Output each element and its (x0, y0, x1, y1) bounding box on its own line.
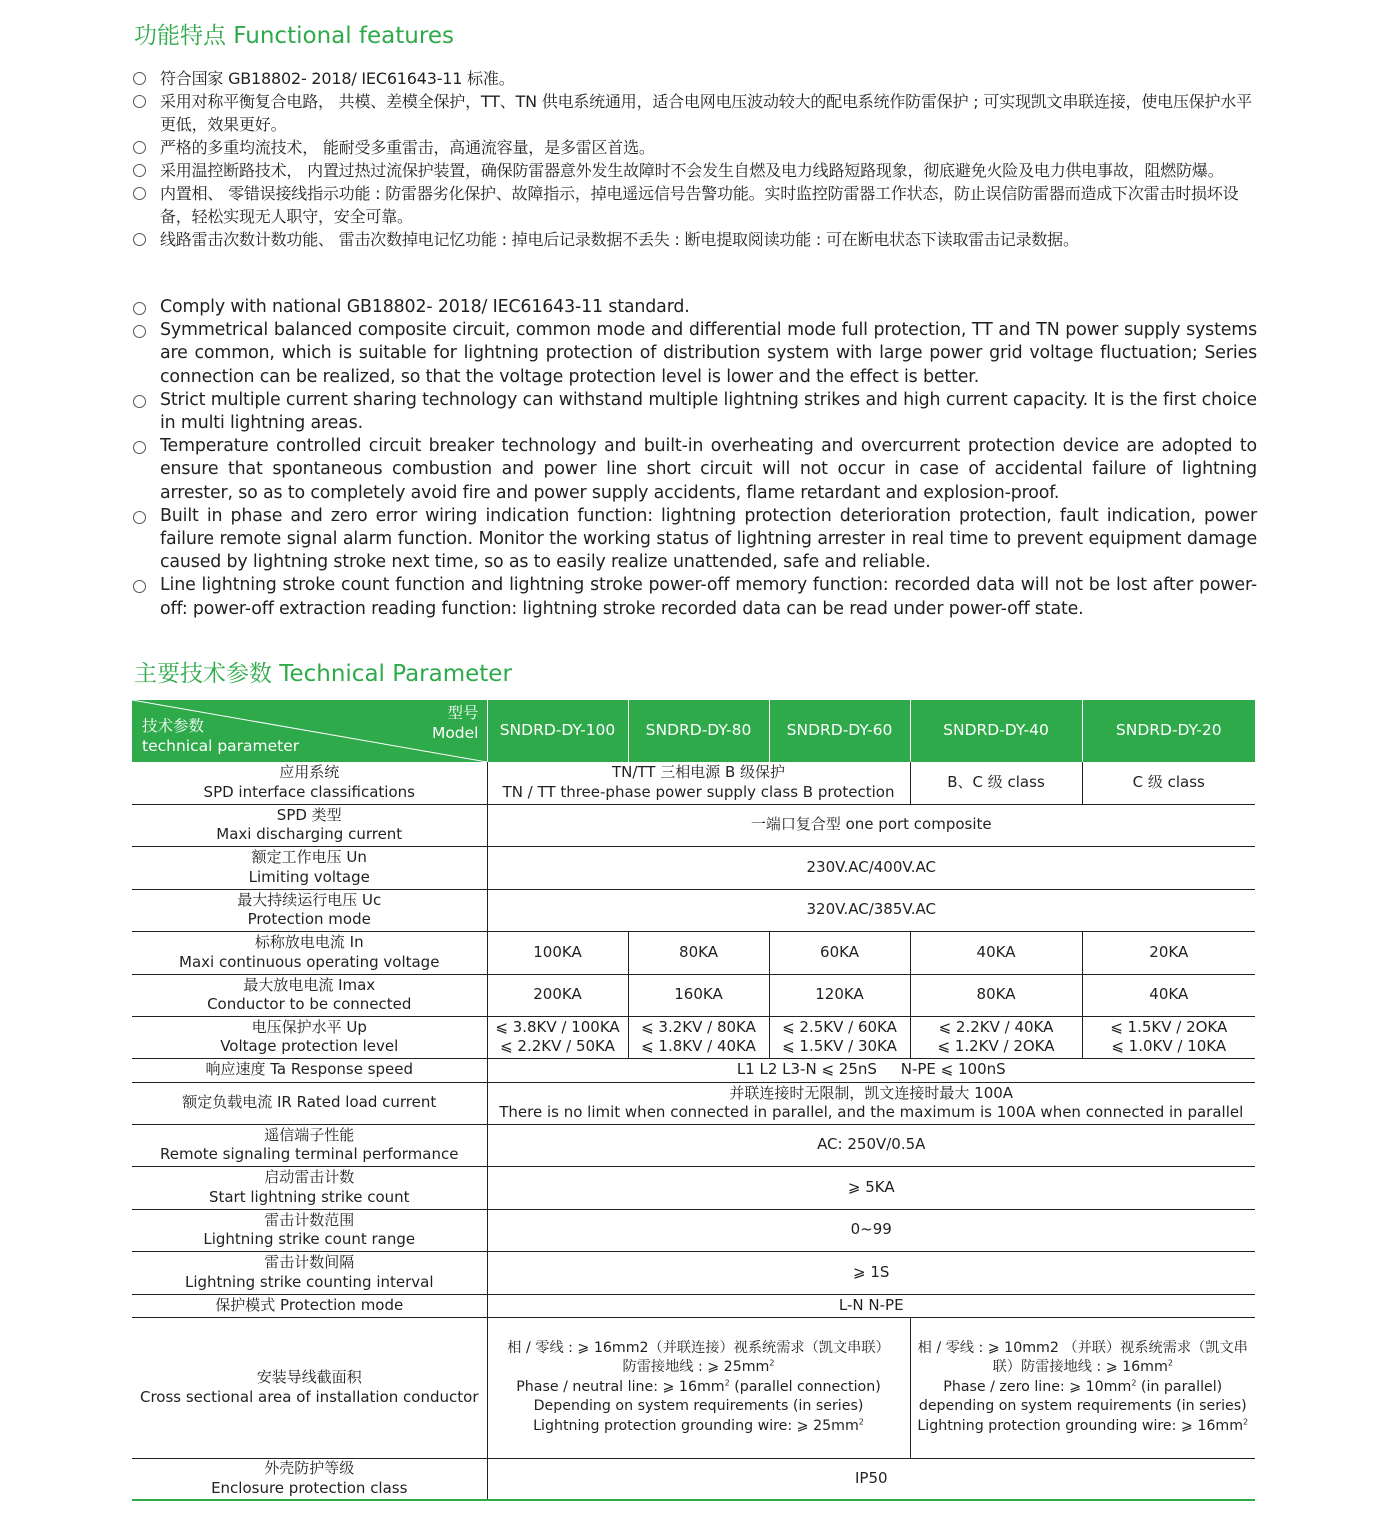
table-cell: 60KA (769, 931, 910, 974)
header-corner-cell (132, 700, 487, 762)
list-item (133, 505, 1257, 575)
feature-text: 符合国家 GB18802- 2018/ IEC61643-11 标准。 (160, 69, 515, 88)
table-cell: TN/TT 三相电源 B 级保护 TN / TT three-phase power supply class B protection (487, 762, 910, 804)
table-row (132, 889, 1255, 931)
table-cell: ⩽ 1.5KV / 2OKA ⩽ 1.0KV / 10KA (1082, 1016, 1255, 1058)
table-row (132, 974, 1255, 1016)
table-row (132, 1082, 1255, 1124)
row-label: 保护模式 Protection mode (132, 1294, 487, 1317)
list-item (133, 296, 1257, 319)
list-item (133, 90, 1257, 136)
list-item (133, 435, 1257, 505)
table-row (132, 931, 1255, 974)
table-cell: 并联连接时无限制，凯文连接时最大 100A There is no limit when connected in parallel, and the maximum is 100A when connected in parallel (487, 1082, 1255, 1124)
list-item (133, 136, 1257, 159)
table-cell: L1 L2 L3-N ⩽ 25nS N-PE ⩽ 100nS (487, 1058, 1255, 1082)
table-cell: ⩽ 2.5KV / 60KA ⩽ 1.5KV / 30KA (769, 1016, 910, 1058)
table-row (132, 1458, 1255, 1500)
bullet-circle-icon (133, 395, 146, 408)
spec-table (132, 700, 1255, 1501)
row-label: 雷击计数间隔 Lightning strike counting interval (132, 1251, 487, 1294)
table-row (132, 804, 1255, 846)
list-item (133, 228, 1257, 251)
table-row (132, 1294, 1255, 1317)
row-label: 额定负载电流 IR Rated load current (132, 1082, 487, 1124)
table-cell: 一端口复合型 one port composite (487, 804, 1255, 846)
feature-text: 内置相、 零错误接线指示功能 : 防雷器劣化保护、故障指示，掉电遥远信号告警功能。实时监控防雷器工作状态，防止误信防雷器而造成下次雷击时损坏设备，轻松实现无人职守，安全可靠。 (160, 184, 1239, 226)
features-cn-list (133, 67, 1257, 251)
table-row (132, 846, 1255, 889)
bullet-circle-icon (133, 95, 146, 108)
table-cell: 80KA (910, 974, 1082, 1016)
table-row (132, 1058, 1255, 1082)
bullet-circle-icon (133, 325, 146, 338)
table-cell: 相 / 零线 : ⩾ 16mm2（并联连接）视系统需求（凯文串联） 防雷接地线 : ⩾ $25mm^2$ Phase / neutral line: ⩾ $16mm^2$ (parallel connection) Depending on system requirements (in series) Lightning protection grounding wire: ⩾ $25mm^2$ (487, 1317, 910, 1458)
table-header-row (132, 700, 1255, 762)
feature-text: Strict multiple current sharing technology can withstand multiple lightning strikes and high current capacity. It is the first choice in multi lightning areas. (160, 389, 1257, 434)
table-cell: 100KA (487, 931, 628, 974)
row-label: 外壳防护等级 Enclosure protection class (132, 1458, 487, 1500)
table-row (132, 1124, 1255, 1166)
table-cell: 160KA (628, 974, 769, 1016)
table-cell: 120KA (769, 974, 910, 1016)
table-cell: 相 / 零线 : ⩾ 10mm2 （并联）视系统需求（凯文串联）防雷接地线 : ⩾ $16mm^2$ Phase / zero line: ⩾ $10mm^2$ (in parallel) depending on system requirements (in series) Lightning protection grounding wire: ⩾ $16mm^2$ (910, 1317, 1255, 1458)
bullet-circle-icon (133, 580, 146, 593)
row-label: 安装导线截面积 Cross sectional area of installation conductor (132, 1317, 487, 1458)
row-label: 遥信端子性能 Remote signaling terminal performance (132, 1124, 487, 1166)
feature-text: Symmetrical balanced composite circuit, common mode and differential mode full protection, TT and TN power supply systems are common, which is suitable for lightning protection of distribution system with large power grid voltage fluctuation; Series connection can be realized, so that the voltage protection level is lower and the effect is better. (160, 320, 1257, 387)
row-label: 雷击计数范围 Lightning strike count range (132, 1209, 487, 1251)
param-label: 技术参数 technical parameter (142, 717, 300, 755)
list-item (133, 319, 1257, 389)
list-item (133, 389, 1257, 435)
model-header: SNDRD-DY-60 (769, 700, 910, 762)
table-cell: B、C 级 class (910, 762, 1082, 804)
bullet-circle-icon (133, 187, 146, 200)
row-label: 应用系统 SPD interface classifications (132, 762, 487, 804)
table-row (132, 1166, 1255, 1209)
table-row (132, 1209, 1255, 1251)
table-cell: 80KA (628, 931, 769, 974)
model-header: SNDRD-DY-80 (628, 700, 769, 762)
table-cell: 230V.AC/400V.AC (487, 846, 1255, 889)
model-label: 型号 Model (431, 704, 479, 742)
table-cell: 320V.AC/385V.AC (487, 889, 1255, 931)
bullet-circle-icon (133, 233, 146, 246)
table-row (132, 1251, 1255, 1294)
feature-text: Temperature controlled circuit breaker technology and built-in overheating and overcurrent protection device are adopted to ensure that spontaneous combustion and power line short circuit will not occur in case of accidental failure of lightning arrester, so as to completely avoid fire and power supply accidents, flame retardant and explosion-proof. (160, 436, 1257, 503)
list-item (133, 574, 1257, 620)
row-label: 额定工作电压 Un Limiting voltage (132, 846, 487, 889)
feature-text: Built in phase and zero error wiring indication function: lightning protection deterioration protection, fault indication, power failure remote signal alarm function. Monitor the working status of lightning arrester in real time to prevent equipment damage caused by lightning stroke next time, so as to easily realize unattended, safe and reliable. (160, 505, 1257, 573)
table-cell: 40KA (1082, 974, 1255, 1016)
row-label: 最大放电电流 Imax Conductor to be connected (132, 974, 487, 1016)
feature-text: 采用温控断路技术， 内置过热过流保护装置，确保防雷器意外发生故障时不会发生自燃及电力线路短路现象，彻底避免火险及电力供电事故，阻燃防爆。 (160, 161, 1224, 180)
features-title: 功能特点 Functional features (134, 23, 454, 49)
bullet-circle-icon (133, 141, 146, 154)
table-cell: 20KA (1082, 931, 1255, 974)
feature-text: Line lightning stroke count function and lightning stroke power-off memory function: recorded data will not be lost after power-off: power-off extraction reading function: lightning stroke recorded data can be read under power-off state. (160, 575, 1257, 619)
row-label: SPD 类型 Maxi discharging current (132, 804, 487, 846)
features-en-list (133, 296, 1257, 621)
bullet-circle-icon (133, 302, 146, 315)
table-cell: 0~99 (487, 1209, 1255, 1251)
table-cell: 40KA (910, 931, 1082, 974)
table-cell: IP50 (487, 1458, 1255, 1500)
list-item (133, 67, 1257, 90)
table-cell: ⩽ 3.2KV / 80KA ⩽ 1.8KV / 40KA (628, 1016, 769, 1058)
bullet-circle-icon (133, 72, 146, 85)
feature-text: 采用对称平衡复合电路， 共模、差模全保护，TT、TN 供电系统通用，适合电网电压波动较大的配电系统作防雷保护 ; 可实现凯文串联连接，使电压保护水平更低，效果更好。 (160, 92, 1252, 134)
feature-text: Comply with national GB18802- 2018/ IEC61643-11 standard. (160, 297, 690, 317)
bullet-circle-icon (133, 511, 146, 524)
row-label: 启动雷击计数 Start lightning strike count (132, 1166, 487, 1209)
bullet-circle-icon (133, 164, 146, 177)
row-label: 最大持续运行电压 Uc Protection mode (132, 889, 487, 931)
params-title: 主要技术参数 Technical Parameter (134, 661, 512, 687)
table-cell: C 级 class (1082, 762, 1255, 804)
table-cell: ⩽ 2.2KV / 40KA ⩽ 1.2KV / 2OKA (910, 1016, 1082, 1058)
row-label: 响应速度 Ta Response speed (132, 1058, 487, 1082)
table-cell: ⩾ 5KA (487, 1166, 1255, 1209)
model-header: SNDRD-DY-100 (487, 700, 628, 762)
row-label: 标称放电电流 In Maxi continuous operating voltage (132, 931, 487, 974)
model-header: SNDRD-DY-40 (910, 700, 1082, 762)
list-item (133, 182, 1257, 228)
feature-text: 严格的多重均流技术， 能耐受多重雷击，高通流容量，是多雷区首选。 (160, 138, 655, 157)
model-header: SNDRD-DY-20 (1082, 700, 1255, 762)
feature-text: 线路雷击次数计数功能、 雷击次数掉电记忆功能 : 掉电后记录数据不丢失 : 断电提取阅读功能 : 可在断电状态下读取雷击记录数据。 (160, 230, 1079, 249)
table-cell: ⩾ 1S (487, 1251, 1255, 1294)
table-cell: 200KA (487, 974, 628, 1016)
table-cell: ⩽ 3.8KV / 100KA ⩽ 2.2KV / 50KA (487, 1016, 628, 1058)
table-row (132, 1317, 1255, 1458)
bullet-circle-icon (133, 441, 146, 454)
table-cell: AC: 250V/0.5A (487, 1124, 1255, 1166)
table-row (132, 1016, 1255, 1058)
row-label: 电压保护水平 Up Voltage protection level (132, 1016, 487, 1058)
table-cell: L-N N-PE (487, 1294, 1255, 1317)
table-row (132, 762, 1255, 804)
list-item (133, 159, 1257, 182)
